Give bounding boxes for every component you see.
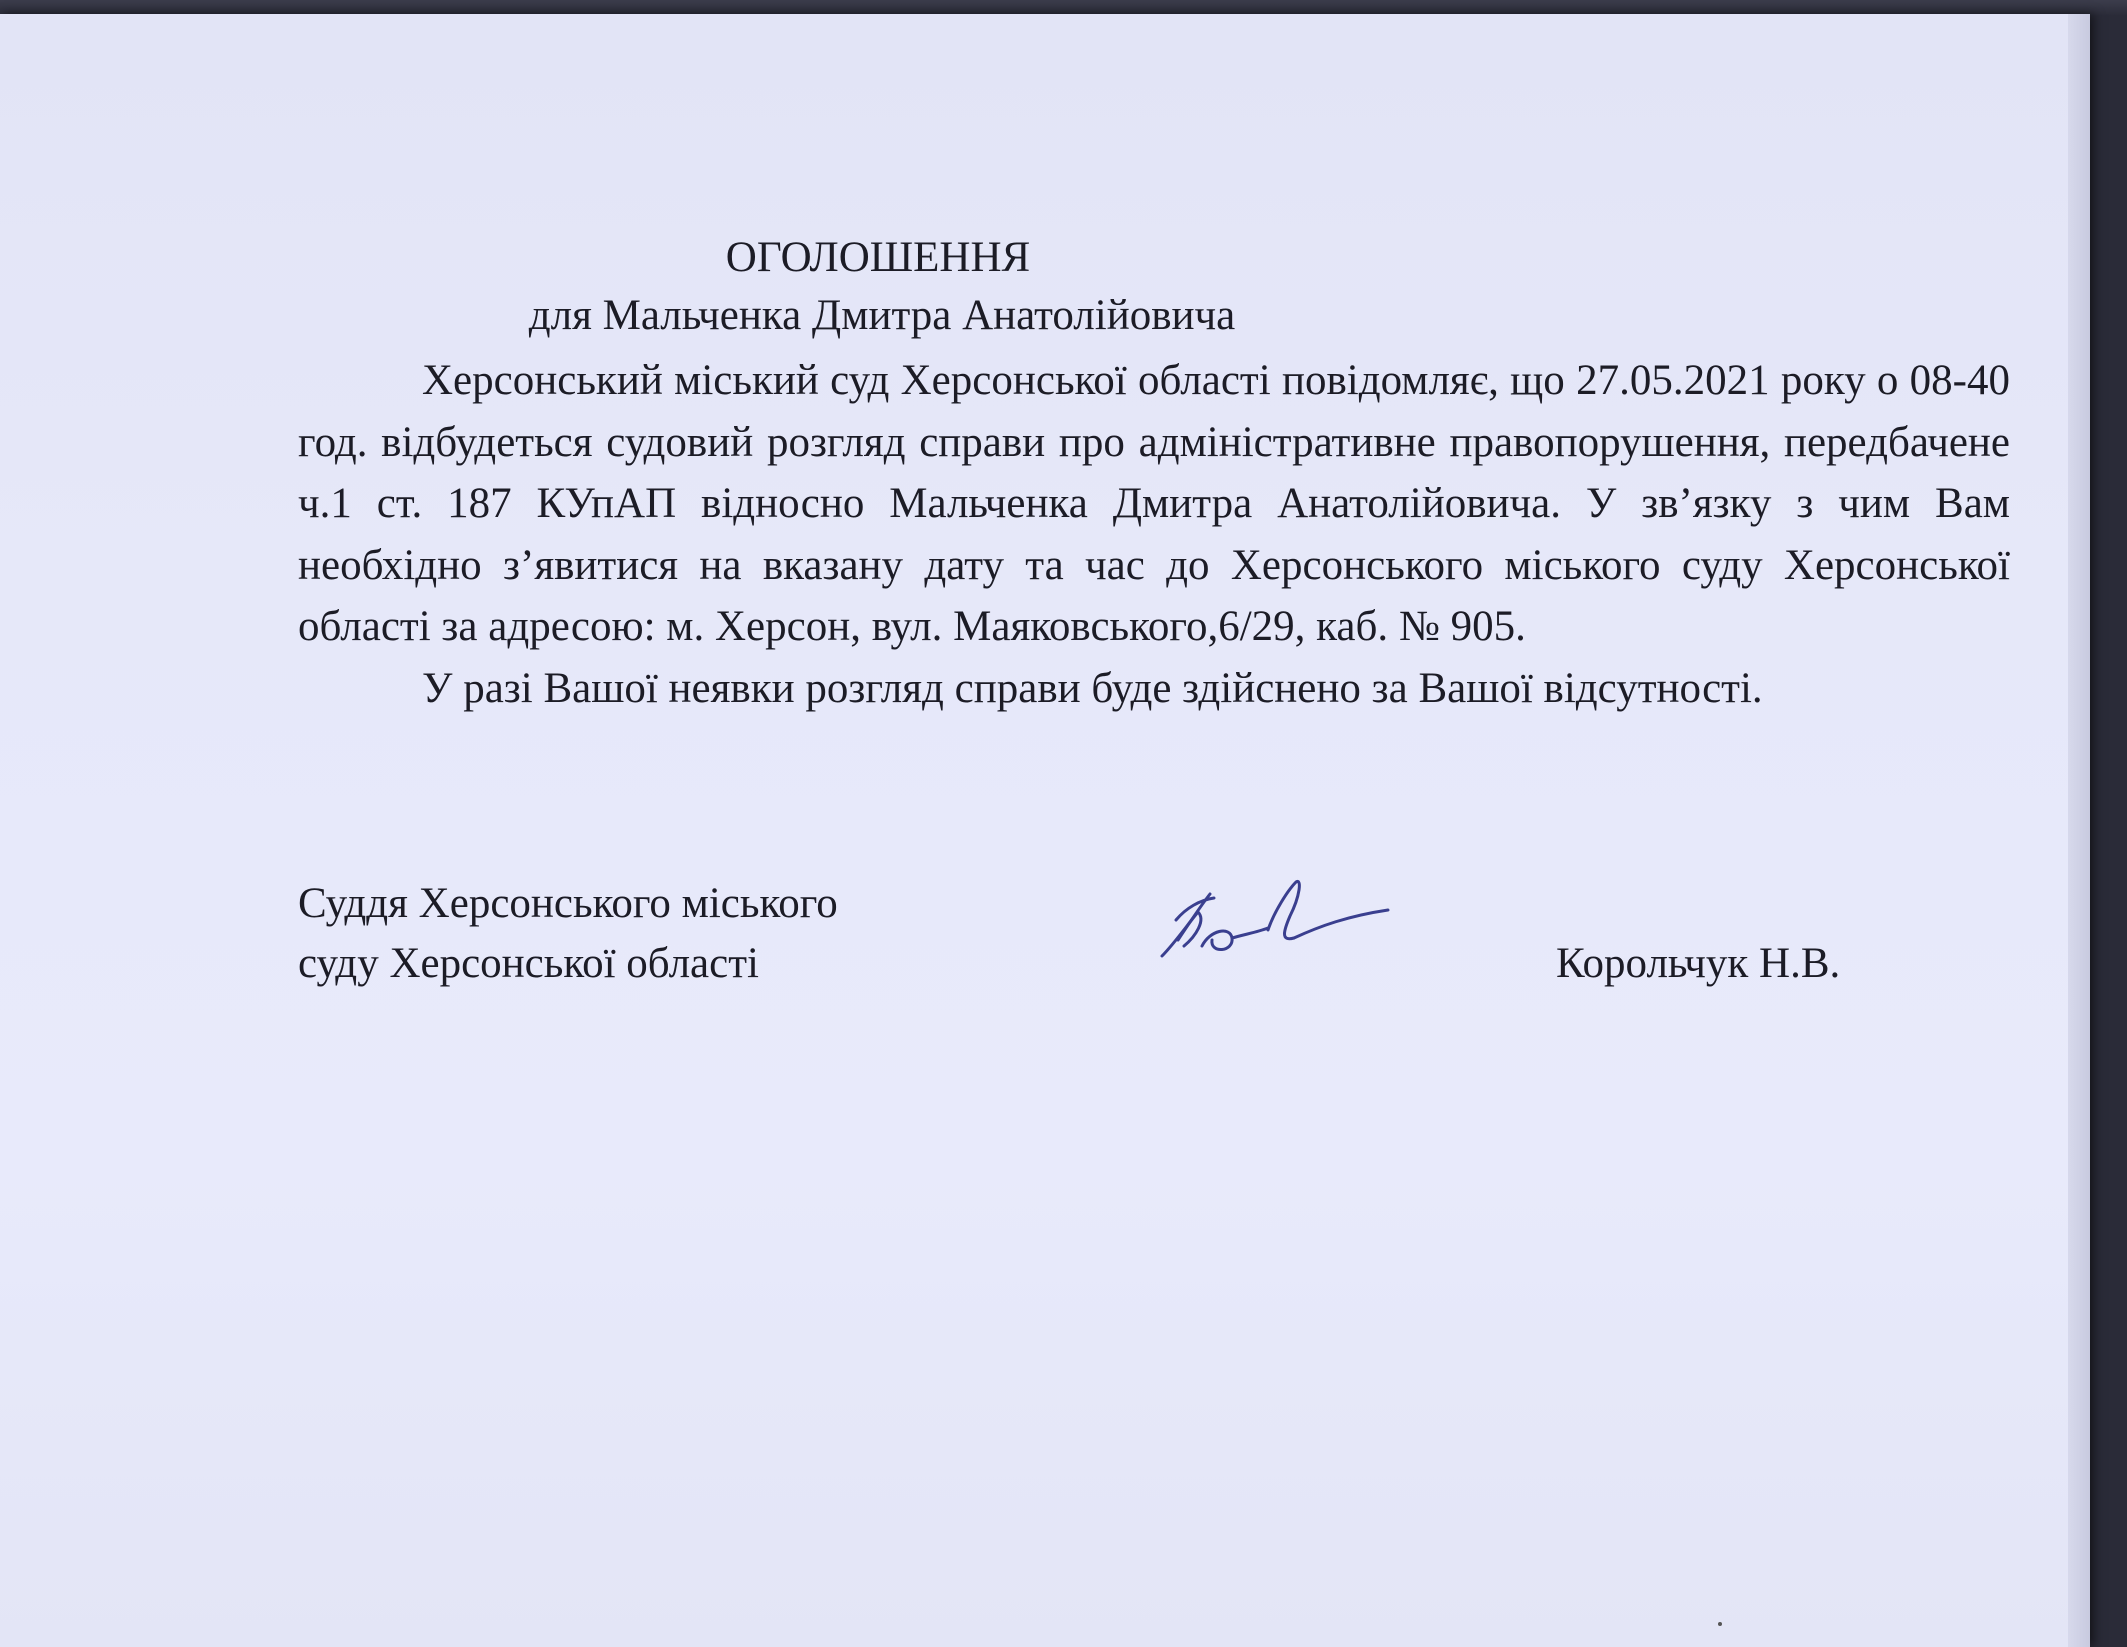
judge-name: Корольчук Н.В.	[1556, 940, 1841, 987]
handwritten-signature	[1150, 860, 1400, 970]
notice-title: ОГОЛОШЕННЯ	[725, 234, 1031, 281]
notice-addressee: для Мальченка Дмитра Анатолійовича	[528, 292, 1236, 339]
judge-position-line-2: суду Херсонської області	[298, 940, 759, 987]
judge-position	[298, 874, 838, 994]
notice-paragraph-absence: У разі Вашої неявки розгляд справи буде здійснено за Вашої відсутності.	[422, 664, 1763, 712]
paper-speck	[1718, 1622, 1722, 1626]
notice-paragraph-main: Херсонський міський суд Херсонської області повідомляє, що 27.05.2021 року о 08-40 год. відбудеться судовий розгляд справи про адміністративне правопорушення, передбачене ч.1 ст. 187 КУпАП відносно Мальченка Дмитра Анатолійовича. У зв’язку з чим Вам необхідно з’явитися на вказану дату та час до Херсонського міського суду Херсонської області за адресою: м. Херсон, вул. Маяковського,6/29, каб. № 905.	[298, 357, 2010, 650]
notice-body	[298, 350, 2010, 719]
judge-position-line-1: Суддя Херсонського міського	[298, 880, 838, 927]
